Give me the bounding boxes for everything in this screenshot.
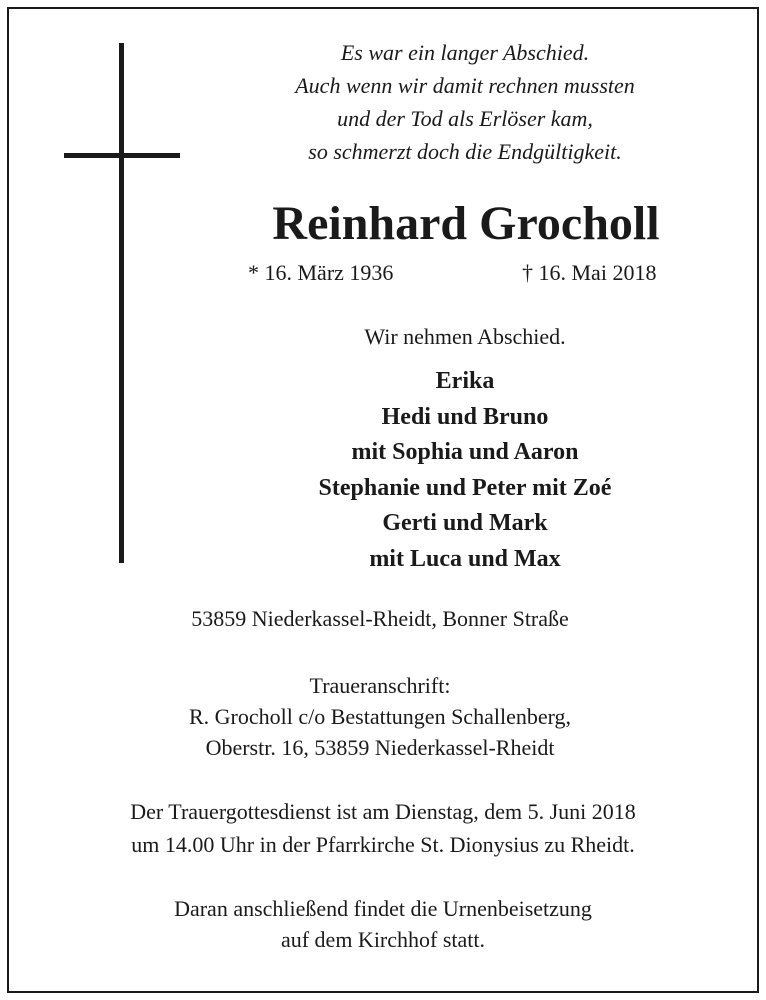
deceased-name: Reinhard Grocholl xyxy=(272,197,660,250)
family-member: Erika xyxy=(435,368,495,394)
family-member: Hedi und Bruno xyxy=(381,403,549,430)
burial-info xyxy=(70,893,696,955)
family-list xyxy=(240,364,690,577)
service-line: Der Trauergottesdienst ist am Dienstag, dem 5. Juni 2018 xyxy=(130,799,636,824)
poem-line: und der Tod als Erlöser kam, xyxy=(337,106,593,131)
cross-vertical-bar xyxy=(119,43,124,563)
family-member: mit Luca und Max xyxy=(369,545,561,572)
family-member: mit Sophia und Aaron xyxy=(351,439,579,465)
mourning-address-line: R. Grocholl c/o Bestattungen Schallenberg, xyxy=(188,704,572,729)
mourning-address xyxy=(100,670,660,763)
family-member: Gerti und Mark xyxy=(382,510,548,536)
service-line: um 14.00 Uhr in der Pfarrkirche St. Dionysius zu Rheidt. xyxy=(131,832,635,857)
burial-line: auf dem Kirchhof statt. xyxy=(280,927,486,952)
family-address: 53859 Niederkassel-Rheidt, Bonner Straße xyxy=(191,606,569,631)
farewell-text: Wir nehmen Abschied. xyxy=(364,324,566,349)
poem-line: Auch wenn wir damit rechnen mussten xyxy=(295,73,635,98)
burial-line: Daran anschließend findet die Urnenbeisetzung xyxy=(174,896,592,921)
mourning-address-line: Oberstr. 16, 53859 Niederkassel-Rheidt xyxy=(205,735,555,760)
death-date: † 16. Mai 2018 xyxy=(522,260,657,285)
poem-line: Es war ein langer Abschied. xyxy=(340,40,590,65)
family-member: Stephanie und Peter mit Zoé xyxy=(318,474,612,501)
poem xyxy=(230,36,700,168)
birth-date: * 16. März 1936 xyxy=(248,260,394,285)
cross-horizontal-bar xyxy=(64,153,180,158)
funeral-service-info xyxy=(40,795,726,861)
mourning-address-label: Traueranschrift: xyxy=(309,673,451,698)
poem-line: so schmerzt doch die Endgültigkeit. xyxy=(308,139,622,164)
